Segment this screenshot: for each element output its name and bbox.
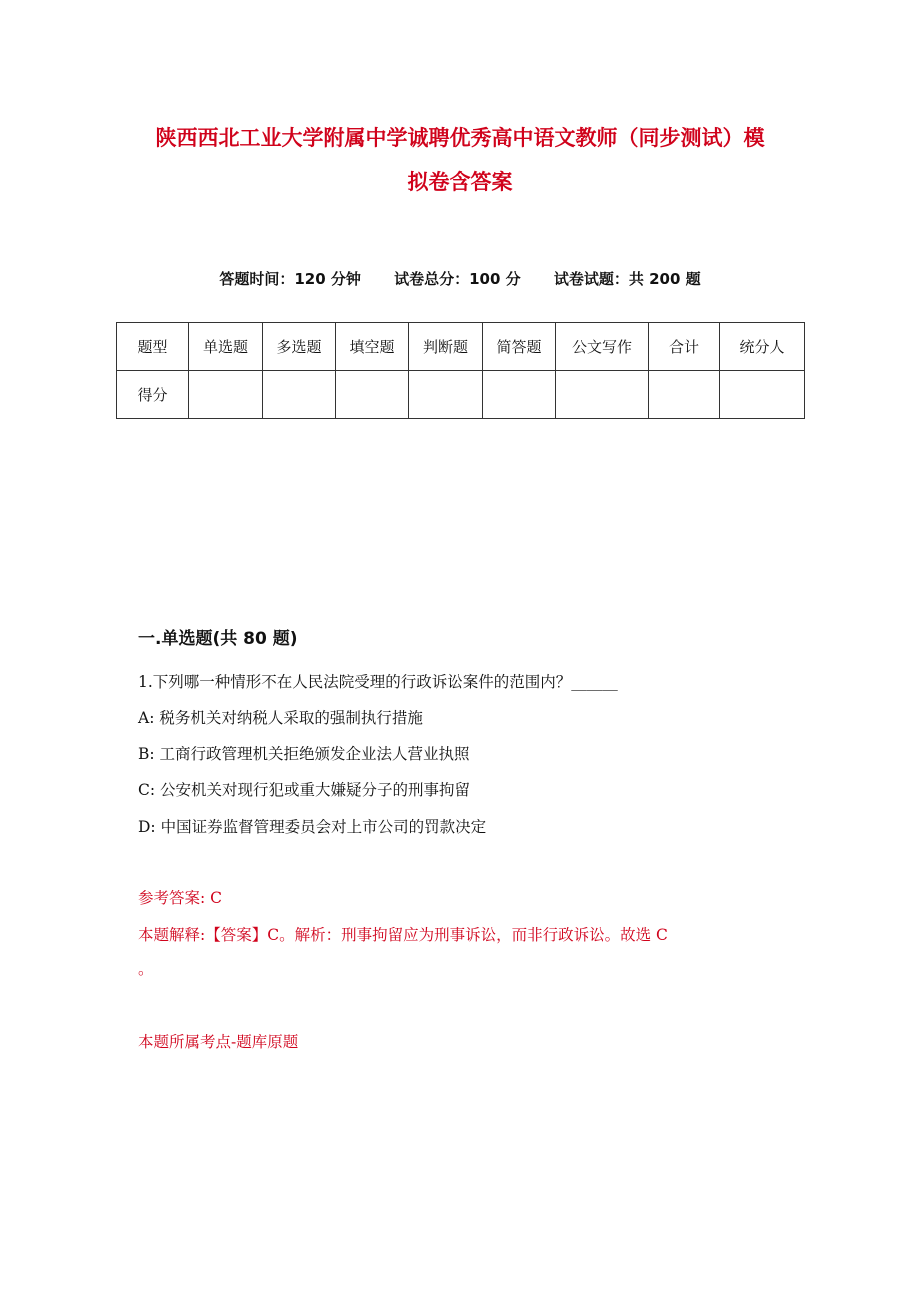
explanation-line-1: 本题解释:【答案】C。解析：刑事拘留应为刑事诉讼，而非行政诉讼。故选 C: [138, 926, 668, 944]
header-cell-single-choice: 单选题: [189, 323, 263, 371]
explanation-line-2: 。: [138, 960, 154, 978]
reference-answer: 参考答案: C: [138, 889, 223, 907]
header-cell-fill-blank: 填空题: [336, 323, 409, 371]
exam-meta: [0, 268, 920, 289]
score-cell: [649, 371, 720, 419]
score-row-label: 得分: [117, 371, 189, 419]
score-cell: [189, 371, 263, 419]
header-cell-total: 合计: [649, 323, 720, 371]
header-cell-type: 题型: [117, 323, 189, 371]
title-line-1: 陕西西北工业大学附属中学诚聘优秀高中语文教师（同步测试）模: [155, 126, 765, 150]
option-a: A: 税务机关对纳税人采取的强制执行措施: [138, 709, 423, 727]
score-cell: [409, 371, 483, 419]
option-c: C: 公安机关对现行犯或重大嫌疑分子的刑事拘留: [138, 781, 471, 799]
score-table: [116, 322, 805, 419]
score-cell: [556, 371, 649, 419]
document-title: [60, 116, 860, 204]
score-cell: [720, 371, 805, 419]
exam-time: 答题时间：120 分钟: [219, 270, 361, 288]
score-cell: [263, 371, 336, 419]
exam-total-questions: 试卷试题：共 200 题: [553, 270, 701, 288]
question-source: 本题所属考点-题库原题: [138, 1033, 299, 1051]
header-cell-true-false: 判断题: [409, 323, 483, 371]
score-table-score-row: [117, 371, 805, 419]
exam-total-score: 试卷总分：100 分: [394, 270, 521, 288]
score-cell: [483, 371, 556, 419]
title-line-2: 拟卷含答案: [407, 170, 513, 194]
score-table-header-row: [117, 323, 805, 371]
header-cell-scorer: 统分人: [720, 323, 805, 371]
option-b: B: 工商行政管理机关拒绝颁发企业法人营业执照: [138, 745, 470, 763]
question-stem: 1.下列哪一种情形不在人民法院受理的行政诉讼案件的范围内？______: [138, 673, 618, 691]
header-cell-short-answer: 简答题: [483, 323, 556, 371]
option-d: D: 中国证券监督管理委员会对上市公司的罚款决定: [138, 818, 487, 836]
header-cell-multiple-choice: 多选题: [263, 323, 336, 371]
header-cell-official-writing: 公文写作: [556, 323, 649, 371]
section-title: 一.单选题(共 80 题): [138, 629, 298, 649]
score-cell: [336, 371, 409, 419]
